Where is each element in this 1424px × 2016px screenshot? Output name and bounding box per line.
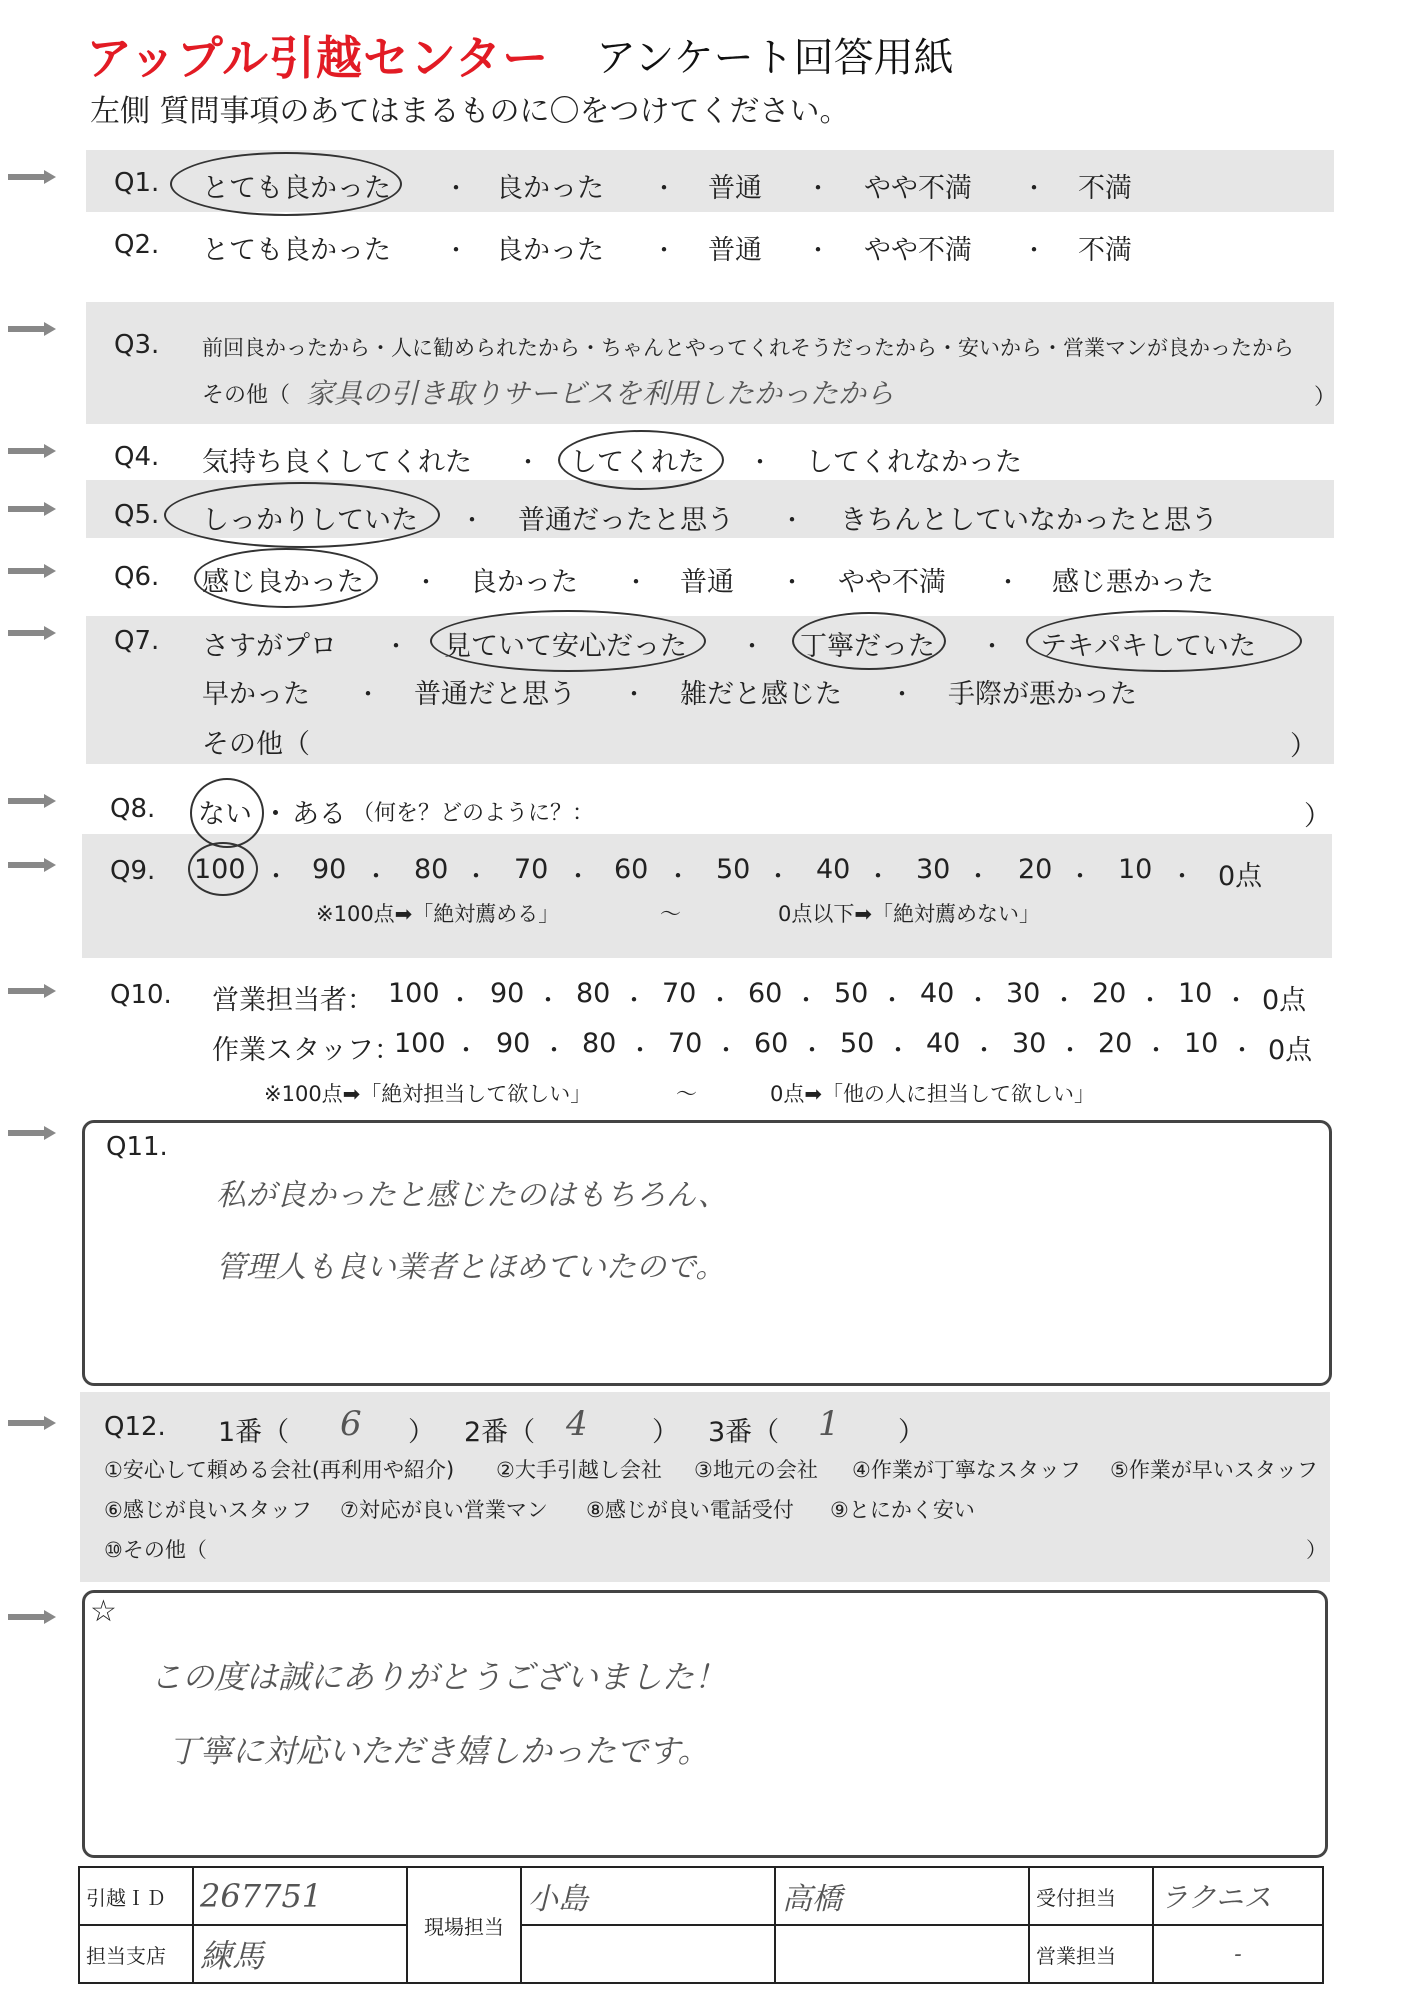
comment-line1: この度は誠にありがとうございました！	[150, 1658, 727, 1696]
q6-option-5[interactable]: 感じ悪かった	[1052, 567, 1214, 598]
footer-table	[78, 1866, 1324, 1984]
q10-note-left: ※100点➡「絶対担当して欲しい」	[264, 1082, 592, 1106]
q7-option-8[interactable]: 手際が悪かった	[948, 679, 1137, 710]
comment-box[interactable]	[82, 1590, 1328, 1858]
q9-score-60[interactable]: 60	[614, 854, 649, 885]
q10-note-right: 0点➡「他の人に担当して欲しい」	[770, 1082, 1095, 1106]
q11-label: Q11.	[106, 1132, 168, 1162]
q9-score-10[interactable]: 10	[1118, 854, 1153, 885]
q3-label: Q3.	[114, 330, 160, 360]
q3-other-label: その他（	[202, 383, 291, 408]
sales-staff-value: -	[1153, 1925, 1323, 1983]
q7-option-7[interactable]: 雑だと感じた	[680, 679, 842, 710]
q1-option-4[interactable]: やや不満	[864, 173, 972, 204]
q9-answer-circle	[188, 842, 258, 896]
q1-option-1[interactable]: とても良かった	[202, 173, 391, 204]
q8-close: ）	[1304, 801, 1331, 832]
site-staff-2: 高橋	[775, 1867, 1029, 1925]
q9-score-20[interactable]: 20	[1018, 854, 1053, 885]
q6-option-2[interactable]: 良かった	[470, 567, 578, 598]
brand-title: アップル引越センター	[86, 31, 550, 85]
q7-label: Q7.	[114, 626, 160, 656]
q8-hint: （何を？どのように？：	[352, 801, 595, 826]
site-staff-1: 小島	[521, 1867, 775, 1925]
q7-answer-circle-2	[792, 612, 946, 670]
q9-score-0[interactable]: 0点	[1218, 861, 1263, 892]
q10-sales-label: 営業担当者：	[212, 985, 374, 1016]
star-icon: ☆	[90, 1594, 117, 1629]
q7-option-3[interactable]: 丁寧だった	[800, 631, 935, 662]
q11-answer-line1: 私が良かったと感じたのはもちろん、	[216, 1178, 728, 1213]
q9-label: Q9.	[110, 856, 156, 886]
q7-other-label: その他（	[202, 729, 310, 760]
q11-answer-line2: 管理人も良い業者とほめていたので。	[216, 1250, 726, 1285]
q4-option-3[interactable]: してくれなかった	[806, 447, 1022, 478]
q9-score-30[interactable]: 30	[916, 854, 951, 885]
q7-option-1[interactable]: さすがプロ	[202, 631, 337, 662]
site-staff-label: 現場担当	[407, 1867, 521, 1983]
q9-score-40[interactable]: 40	[816, 854, 851, 885]
q7-close: ）	[1290, 731, 1317, 762]
q1-option-2[interactable]: 良かった	[496, 173, 604, 204]
q12-label: Q12.	[104, 1412, 166, 1442]
q9-score-100[interactable]: 100	[194, 854, 246, 885]
q3-other-answer: 家具の引き取りサービスを利用したかったから	[306, 377, 895, 410]
q10-label: Q10.	[110, 980, 172, 1010]
q7-option-5[interactable]: 早かった	[202, 679, 310, 710]
q9-note-right: 0点以下➡「絶対薦めない」	[778, 902, 1040, 926]
q5-label: Q5.	[114, 500, 160, 530]
q10-sales-score-100[interactable]: 100	[388, 978, 440, 1009]
form-subtitle: アンケート回答用紙	[596, 35, 954, 81]
q8-option-none[interactable]: ない	[198, 799, 252, 830]
q2-option-2[interactable]: 良かった	[496, 235, 604, 266]
q1-label: Q1.	[114, 168, 160, 198]
q5-option-3[interactable]: きちんとしていなかったと思う	[840, 505, 1218, 536]
move-id-value: 267751	[193, 1867, 407, 1925]
q9-score-90[interactable]: 90	[312, 854, 347, 885]
q4-label: Q4.	[114, 442, 160, 472]
q9-note-left: ※100点➡「絶対薦める」	[316, 902, 560, 926]
q6-answer-circle	[194, 548, 378, 608]
q7-answer-circle-1	[430, 610, 706, 672]
move-id-label: 引越ＩＤ	[79, 1867, 193, 1925]
q3-close: ）	[1314, 385, 1337, 410]
q9-score-70[interactable]: 70	[514, 854, 549, 885]
q2-option-5[interactable]: 不満	[1078, 235, 1132, 266]
q2-option-4[interactable]: やや不満	[864, 235, 972, 266]
q5-answer-circle	[164, 482, 440, 548]
q7-option-4[interactable]: テキパキしていた	[1040, 631, 1256, 662]
q1-answer-circle	[170, 152, 402, 216]
reception-label: 受付担当	[1029, 1867, 1153, 1925]
q8-answer-circle	[190, 778, 264, 848]
branch-value: 練馬	[193, 1925, 407, 1983]
q4-answer-circle	[558, 430, 724, 490]
q6-label: Q6.	[114, 562, 160, 592]
q10-staff-label: 作業スタッフ：	[212, 1035, 401, 1066]
comment-line2: 丁寧に対応いただき嬉しかったです。	[168, 1732, 710, 1770]
q8-label: Q8.	[110, 794, 156, 824]
q8-option-some[interactable]: ある	[292, 799, 346, 830]
q7-option-2[interactable]: 見ていて安心だった	[444, 631, 687, 662]
q4-option-2[interactable]: してくれた	[570, 447, 705, 478]
q3-options[interactable]: 前回良かったから・人に勧められたから・ちゃんとやってくれそうだったから・安いから・営業マンが良かったから	[202, 336, 1294, 360]
q9-score-80[interactable]: 80	[414, 854, 449, 885]
branch-label: 担当支店	[79, 1925, 193, 1983]
q2-option-1[interactable]: とても良かった	[202, 235, 391, 266]
q12-third-answer[interactable]: 1	[818, 1404, 840, 1444]
q6-option-3[interactable]: 普通	[680, 567, 734, 598]
q1-option-3[interactable]: 普通	[708, 173, 762, 204]
q4-option-1[interactable]: 気持ち良くしてくれた	[202, 447, 472, 478]
sales-staff-label: 営業担当	[1029, 1925, 1153, 1983]
instruction-text: 左側 質問事項のあてはまるものに〇をつけてください。	[90, 94, 850, 129]
q12-first-answer[interactable]: 6	[340, 1404, 362, 1444]
q5-option-2[interactable]: 普通だったと思う	[518, 505, 734, 536]
reception-value: ラクニス	[1153, 1867, 1323, 1925]
q2-label: Q2.	[114, 230, 160, 260]
q7-answer-circle-3	[1026, 610, 1302, 672]
q1-option-5[interactable]: 不満	[1078, 173, 1132, 204]
q12-second-answer[interactable]: 4	[566, 1404, 588, 1444]
q5-option-1[interactable]: しっかりしていた	[202, 505, 418, 536]
q7-option-6[interactable]: 普通だと思う	[414, 679, 576, 710]
q10-staff-score-100[interactable]: 100	[394, 1028, 446, 1059]
q2-option-3[interactable]: 普通	[708, 235, 762, 266]
q6-option-4[interactable]: やや不満	[838, 567, 946, 598]
q9-score-50[interactable]: 50	[716, 854, 751, 885]
q6-option-1[interactable]: 感じ良かった	[202, 567, 364, 598]
